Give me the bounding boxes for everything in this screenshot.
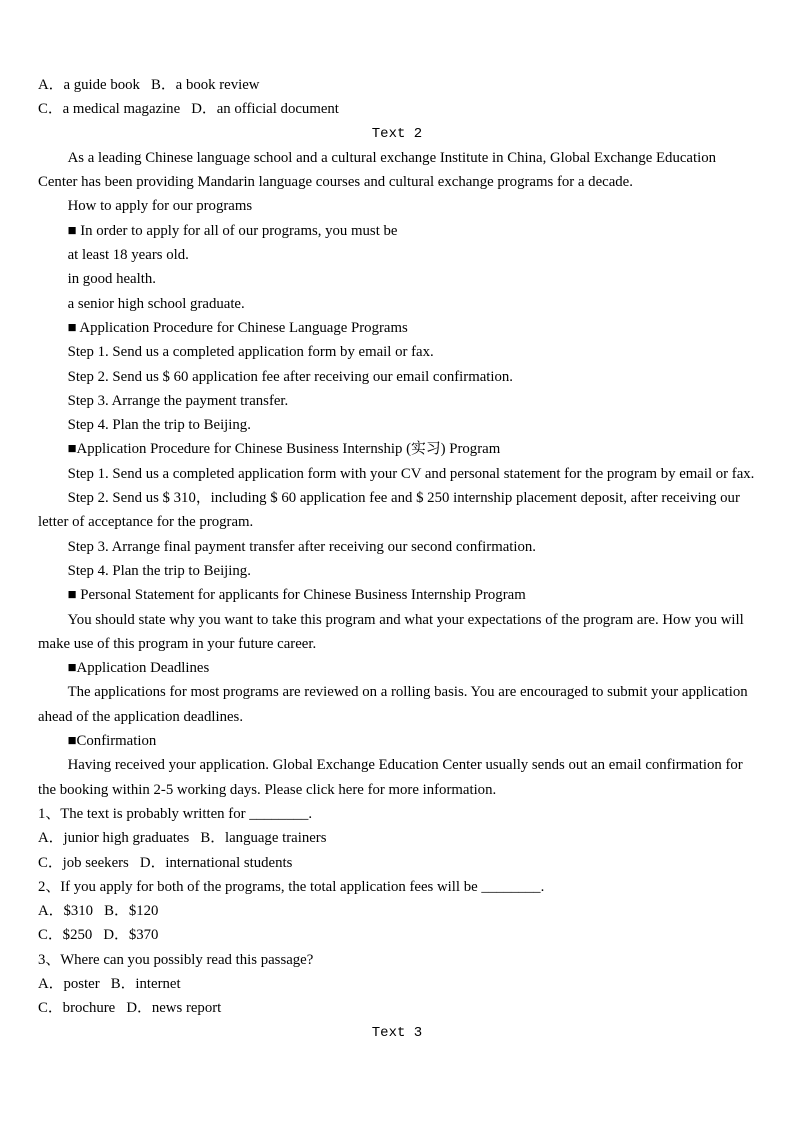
- question-1-options-cd: C．job seekers D．international students: [38, 854, 293, 871]
- text3-heading: Text 3: [371, 1024, 423, 1041]
- question-3-options-ab: A．poster B．internet: [38, 975, 181, 992]
- internship-step-3: Step 3. Arrange final payment transfer after receiving our second confirmation.: [67, 538, 536, 555]
- deadlines-bullet: ■Application Deadlines: [67, 660, 210, 677]
- question-1: 1、The text is probably written for ________.: [38, 805, 313, 822]
- internship-program-procedure-bullet: ■Application Procedure for Chinese Business Internship (实习) Program: [67, 441, 501, 458]
- language-step-2: Step 2. Send us $ 60 application fee after receiving our email confirmation.: [67, 368, 514, 385]
- language-step-3: Step 3. Arrange the payment transfer.: [67, 392, 289, 409]
- language-program-procedure-bullet: ■ Application Procedure for Chinese Language Programs: [67, 319, 408, 336]
- language-step-4: Step 4. Plan the trip to Beijing.: [67, 417, 251, 434]
- personal-statement-paragraph: You should state why you want to take this program and what your expectations of the program are. How you will make use of this program in your future career.: [38, 611, 748, 652]
- confirmation-bullet: ■Confirmation: [67, 733, 157, 750]
- options-line-ab-prev: A．a guide book B．a book review: [38, 77, 260, 93]
- requirement-age: at least 18 years old.: [67, 247, 189, 264]
- intro-paragraph: As a leading Chinese language school and a cultural exchange Institute in China, Global Exchange Education Center has been providing Mandarin language courses and cultural exchange programs for a decade.: [38, 149, 720, 191]
- deadlines-paragraph: The applications for most programs are reviewed on a rolling basis. You are encouraged to submit your application ahead of the application deadlines.: [38, 684, 752, 725]
- requirement-graduate: a senior high school graduate.: [67, 295, 245, 312]
- question-3: 3、Where can you possibly read this passage?: [38, 951, 314, 968]
- question-2-options-ab: A．$310 B．$120: [38, 903, 159, 920]
- requirement-health: in good health.: [67, 271, 156, 288]
- internship-step-4: Step 4. Plan the trip to Beijing.: [67, 562, 251, 579]
- text2-heading: Text 2: [371, 125, 423, 142]
- internship-step-1: Step 1. Send us a completed application form with your CV and personal statement for the program by email or fax.: [67, 465, 755, 482]
- internship-step-2: Step 2. Send us $ 310，including $ 60 application fee and $ 250 internship placement deposit, after receiving our letter of acceptance for the program.: [38, 490, 744, 531]
- question-2-options-cd: C．$250 D．$370: [38, 927, 159, 944]
- language-step-1: Step 1. Send us a completed application form by email or fax.: [67, 344, 434, 361]
- question-3-options-cd: C．brochure D．news report: [38, 1000, 222, 1017]
- question-2: 2、If you apply for both of the programs, the total application fees will be ________.: [38, 878, 545, 895]
- how-to-apply-heading: How to apply for our programs: [67, 198, 253, 215]
- personal-statement-bullet: ■ Personal Statement for applicants for Chinese Business Internship Program: [67, 587, 526, 604]
- requirements-bullet: ■ In order to apply for all of our programs, you must be: [67, 222, 398, 239]
- options-line-cd-prev: C．a medical magazine D．an official document: [38, 101, 339, 118]
- question-1-options-ab: A．junior high graduates B．language trainers: [38, 830, 327, 847]
- confirmation-paragraph: Having received your application. Global Exchange Education Center usually sends out an email confirmation for the booking within 2-5 working days. Please click here for more information.: [38, 757, 747, 798]
